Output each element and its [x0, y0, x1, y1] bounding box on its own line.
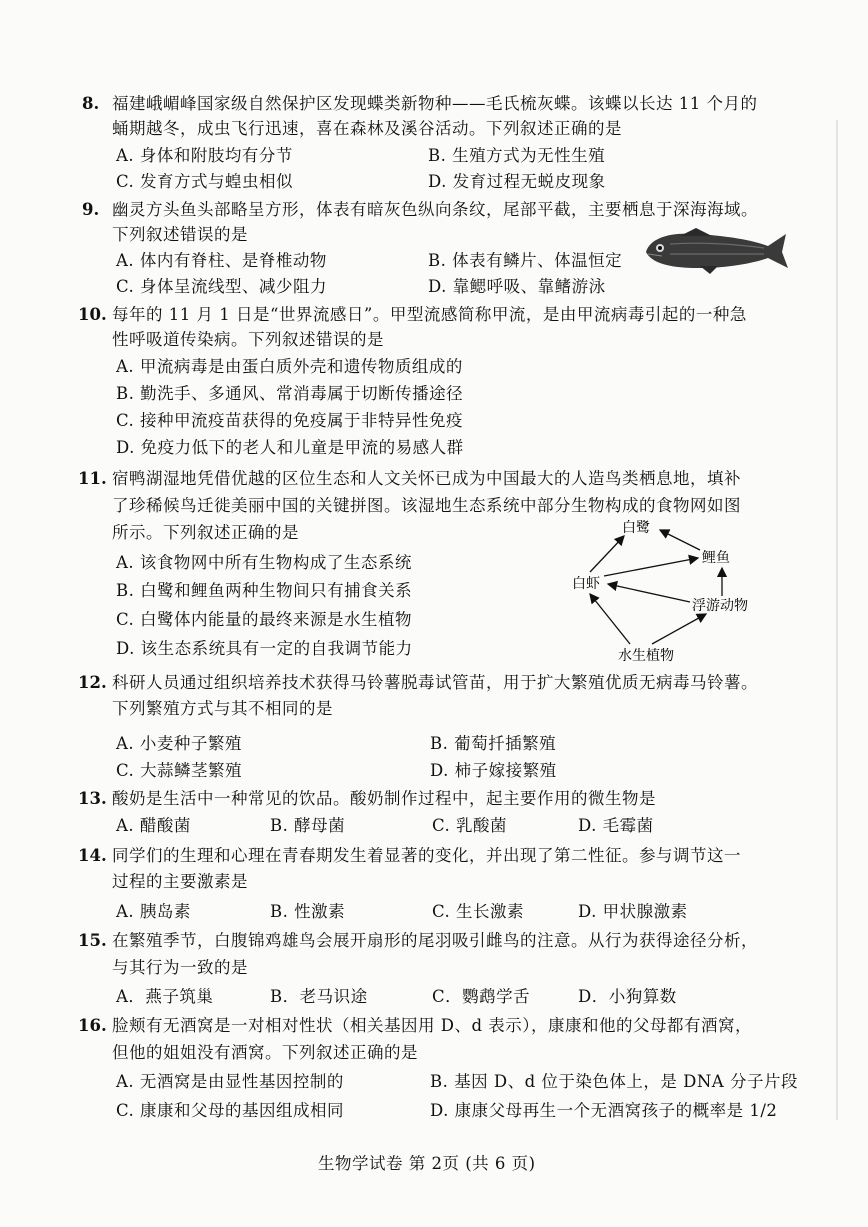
option-a: A. 该食物网中所有生物构成了生态系统	[116, 553, 412, 572]
option-a: A. 胰岛素	[116, 902, 191, 921]
node-egret: 白鹭	[622, 520, 650, 536]
option-c: C. 白鹭体内能量的最终来源是水生植物	[116, 610, 413, 629]
node-aquatic-plant: 水生植物	[618, 648, 674, 664]
option-d: D. 康康父母再生一个无酒窝孩子的概率是 1/2	[430, 1101, 778, 1120]
option-d: D. 靠鳃呼吸、靠鳍游泳	[428, 277, 606, 296]
option-b: B. 体表有鳞片、体温恒定	[428, 251, 623, 270]
option-a: A. 醋酸菌	[116, 816, 191, 835]
option-b: B. 勤洗手、多通风、常消毒属于切断传播途径	[116, 384, 464, 403]
question-number: 16.	[78, 1016, 107, 1035]
question-text: 脸颊有无酒窝是一对相对性状（相关基因用 D、d 表示），康康和他的父母都有酒窝，	[112, 1016, 753, 1035]
page-footer: 生物学试卷 第 2页 (共 6 页)	[318, 1154, 536, 1173]
option-c: C. 接种甲流疫苗获得的免疫属于非特异性免疫	[116, 411, 464, 430]
question-text: 下列叙述错误的是	[112, 225, 248, 244]
option-c: C. 乳酸菌	[432, 816, 508, 835]
arrow-zooplankton-shrimp	[608, 584, 690, 602]
question-text: 了珍稀候鸟迁徙美丽中国的关键拼图。该湿地生态系统中部分生物构成的食物网如图	[112, 496, 741, 515]
option-d: D. 发育过程无蜕皮现象	[428, 172, 606, 191]
option-a: A. 小麦种子繁殖	[116, 734, 242, 753]
question-number: 13.	[78, 789, 107, 808]
question-text: 与其行为一致的是	[112, 958, 248, 977]
question-number: 9.	[82, 200, 100, 219]
option-b: B. 基因 D、d 位于染色体上，是 DNA 分子片段	[430, 1072, 798, 1091]
question-text: 所示。下列叙述正确的是	[112, 523, 299, 542]
question-text: 但他的姐姐没有酒窝。下列叙述正确的是	[112, 1043, 418, 1062]
option-b: B. 生殖方式为无性生殖	[428, 146, 606, 165]
option-c: C. 发育方式与蝗虫相似	[116, 172, 294, 191]
option-d: D. 该生态系统具有一定的自我调节能力	[116, 639, 413, 658]
node-zooplankton: 浮游动物	[692, 598, 748, 614]
node-shrimp: 白虾	[572, 576, 600, 592]
option-d: D. 毛霉菌	[578, 816, 654, 835]
option-c: C. 大蒜鳞茎繁殖	[116, 761, 243, 780]
question-text: 性呼吸道传染病。下列叙述错误的是	[112, 330, 384, 349]
question-text: 下列繁殖方式与其不相同的是	[112, 699, 333, 718]
option-b: B．老马识途	[270, 987, 368, 1006]
option-b: B. 葡萄扦插繁殖	[430, 734, 557, 753]
question-text: 在繁殖季节，白腹锦鸡雄鸟会展开扇形的尾羽吸引雌鸟的注意。从行为获得途径分析，	[112, 931, 758, 950]
node-carp: 鲤鱼	[702, 550, 730, 566]
question-number: 8.	[82, 94, 100, 113]
question-number: 10.	[78, 305, 107, 324]
option-c: C. 身体呈流线型、减少阻力	[116, 277, 328, 296]
question-number: 12.	[78, 673, 107, 692]
arrow-carp-egret	[660, 530, 700, 550]
option-a: A. 甲流病毒是由蛋白质外壳和遗传物质组成的	[116, 357, 463, 376]
question-text: 幽灵方头鱼头部略呈方形，体表有暗灰色纵向条纹，尾部平截，主要栖息于深海海域。	[112, 200, 758, 219]
option-a: A. 体内有脊柱、是脊椎动物	[116, 251, 327, 270]
option-b: B. 酵母菌	[270, 816, 346, 835]
question-text: 每年的 11 月 1 日是“世界流感日”。甲型流感简称甲流，是由甲流病毒引起的一种急	[112, 305, 747, 324]
option-c: C. 康康和父母的基因组成相同	[116, 1101, 345, 1120]
option-a: A. 身体和附肢均有分节	[116, 146, 293, 165]
food-web-diagram	[560, 512, 780, 668]
option-a: A. 无酒窝是由显性基因控制的	[116, 1072, 344, 1091]
option-b: B. 性激素	[270, 902, 346, 921]
question-text: 酸奶是生活中一种常见的饮品。酸奶制作过程中，起主要作用的微生物是	[112, 789, 656, 808]
option-b: B. 白鹭和鲤鱼两种生物间只有捕食关系	[116, 581, 413, 600]
fish-illustration	[640, 226, 792, 276]
question-text: 蛹期越冬，成虫飞行迅速，喜在森林及溪谷活动。下列叙述正确的是	[112, 119, 622, 138]
question-number: 14.	[78, 846, 107, 865]
arrow-shrimp-carp	[604, 558, 698, 576]
question-text: 同学们的生理和心理在青春期发生着显著的变化，并出现了第二性征。参与调节这一	[112, 846, 741, 865]
option-c: C．鹦鹉学舌	[432, 987, 531, 1006]
arrow-shrimp-egret	[590, 536, 624, 572]
option-d: D. 柿子嫁接繁殖	[430, 761, 557, 780]
question-text: 福建峨嵋峰国家级自然保护区发现蝶类新物种——毛氏梳灰蝶。该蝶以长达 11 个月的	[112, 94, 758, 113]
option-d: D．小狗算数	[578, 987, 677, 1006]
arrow-plant-zooplankton	[652, 614, 706, 644]
question-text: 科研人员通过组织培养技术获得马铃薯脱毒试管苗，用于扩大繁殖优质无病毒马铃薯。	[112, 673, 758, 692]
option-a: A．燕子筑巢	[116, 987, 214, 1006]
question-number: 15.	[78, 931, 107, 950]
question-text: 过程的主要激素是	[112, 872, 248, 891]
option-d: D. 甲状腺激素	[578, 902, 688, 921]
question-number: 11.	[78, 469, 107, 488]
question-text: 宿鸭湖湿地凭借优越的区位生态和人文关怀已成为中国最大的人造鸟类栖息地，填补	[112, 469, 741, 488]
option-c: C. 生长激素	[432, 902, 525, 921]
arrow-plant-shrimp	[590, 594, 630, 644]
option-d: D. 免疫力低下的老人和儿童是甲流的易感人群	[116, 438, 464, 457]
scan-edge-shadow	[836, 120, 838, 1120]
